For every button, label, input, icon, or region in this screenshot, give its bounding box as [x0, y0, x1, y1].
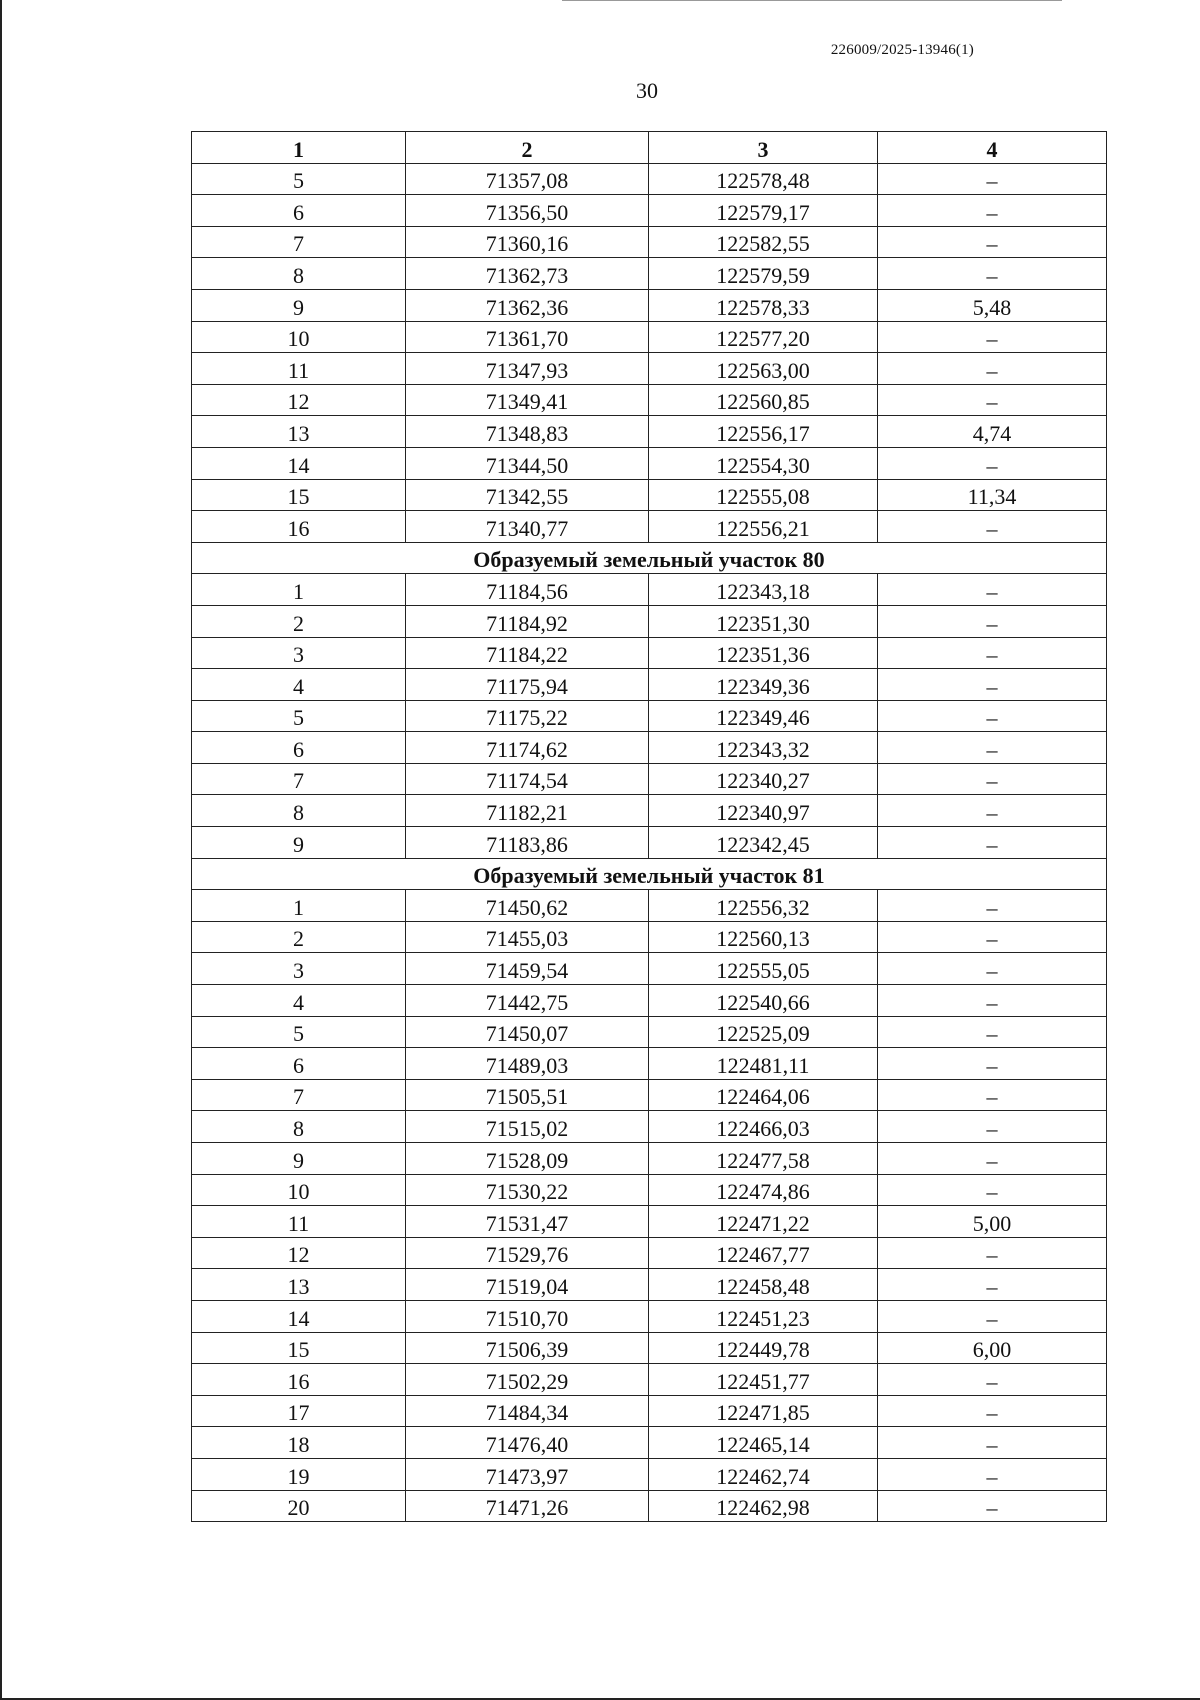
point-number-cell: 16	[192, 1364, 406, 1396]
point-number-cell: 19	[192, 1458, 406, 1490]
x-coordinate-cell: 71531,47	[406, 1206, 649, 1238]
table-row	[192, 195, 1107, 227]
point-number-cell: 4	[192, 669, 406, 701]
distance-cell: –	[878, 258, 1107, 290]
table-row	[192, 637, 1107, 669]
x-coordinate-cell: 71175,94	[406, 669, 649, 701]
x-coordinate-cell: 71347,93	[406, 353, 649, 385]
point-number-cell: 16	[192, 511, 406, 543]
point-number-cell: 8	[192, 258, 406, 290]
x-coordinate-cell: 71344,50	[406, 447, 649, 479]
table-row	[192, 1206, 1107, 1238]
point-number-cell: 2	[192, 605, 406, 637]
x-coordinate-cell: 71175,22	[406, 700, 649, 732]
distance-cell: 5,48	[878, 289, 1107, 321]
table-row	[192, 511, 1107, 543]
distance-cell: –	[878, 195, 1107, 227]
y-coordinate-cell: 122349,36	[649, 669, 878, 701]
y-coordinate-cell: 122340,27	[649, 763, 878, 795]
x-coordinate-cell: 71502,29	[406, 1364, 649, 1396]
point-number-cell: 1	[192, 890, 406, 922]
point-number-cell: 5	[192, 700, 406, 732]
distance-cell: –	[878, 321, 1107, 353]
point-number-cell: 9	[192, 827, 406, 859]
point-number-cell: 15	[192, 479, 406, 511]
table-body	[192, 163, 1107, 1522]
x-coordinate-cell: 71184,22	[406, 637, 649, 669]
distance-cell: –	[878, 637, 1107, 669]
table-row	[192, 827, 1107, 859]
point-number-cell: 15	[192, 1332, 406, 1364]
point-number-cell: 9	[192, 289, 406, 321]
y-coordinate-cell: 122467,77	[649, 1237, 878, 1269]
distance-cell: –	[878, 1174, 1107, 1206]
point-number-cell: 6	[192, 732, 406, 764]
y-coordinate-cell: 122540,66	[649, 985, 878, 1017]
distance-cell: –	[878, 1237, 1107, 1269]
distance-cell: –	[878, 763, 1107, 795]
x-coordinate-cell: 71184,92	[406, 605, 649, 637]
distance-cell: –	[878, 985, 1107, 1017]
x-coordinate-cell: 71506,39	[406, 1332, 649, 1364]
table-row	[192, 479, 1107, 511]
table-row	[192, 1143, 1107, 1175]
point-number-cell: 7	[192, 763, 406, 795]
distance-cell: –	[878, 953, 1107, 985]
point-number-cell: 17	[192, 1395, 406, 1427]
table-row	[192, 1269, 1107, 1301]
distance-cell: –	[878, 827, 1107, 859]
point-number-cell: 12	[192, 1237, 406, 1269]
table-row	[192, 1174, 1107, 1206]
section-row	[192, 542, 1107, 574]
x-coordinate-cell: 71356,50	[406, 195, 649, 227]
x-coordinate-cell: 71515,02	[406, 1111, 649, 1143]
x-coordinate-cell: 71362,36	[406, 289, 649, 321]
point-number-cell: 10	[192, 321, 406, 353]
table-row	[192, 795, 1107, 827]
y-coordinate-cell: 122464,06	[649, 1079, 878, 1111]
distance-cell: –	[878, 1111, 1107, 1143]
y-coordinate-cell: 122471,22	[649, 1206, 878, 1238]
x-coordinate-cell: 71182,21	[406, 795, 649, 827]
y-coordinate-cell: 122340,97	[649, 795, 878, 827]
x-coordinate-cell: 71484,34	[406, 1395, 649, 1427]
x-coordinate-cell: 71450,07	[406, 1016, 649, 1048]
table-row	[192, 1427, 1107, 1459]
column-header-2: 2	[406, 132, 649, 164]
point-number-cell: 8	[192, 795, 406, 827]
distance-cell: –	[878, 1427, 1107, 1459]
distance-cell: –	[878, 700, 1107, 732]
document-reference: 226009/2025-13946(1)	[830, 42, 974, 58]
point-number-cell: 5	[192, 163, 406, 195]
y-coordinate-cell: 122451,23	[649, 1300, 878, 1332]
distance-cell: –	[878, 732, 1107, 764]
y-coordinate-cell: 122342,45	[649, 827, 878, 859]
point-number-cell: 6	[192, 195, 406, 227]
distance-cell: –	[878, 1143, 1107, 1175]
point-number-cell: 13	[192, 1269, 406, 1301]
x-coordinate-cell: 71473,97	[406, 1458, 649, 1490]
x-coordinate-cell: 71349,41	[406, 384, 649, 416]
table-row	[192, 1048, 1107, 1080]
distance-cell: 5,00	[878, 1206, 1107, 1238]
x-coordinate-cell: 71471,26	[406, 1490, 649, 1522]
point-number-cell: 8	[192, 1111, 406, 1143]
y-coordinate-cell: 122556,32	[649, 890, 878, 922]
point-number-cell: 7	[192, 226, 406, 258]
distance-cell: –	[878, 1395, 1107, 1427]
table-row	[192, 1364, 1107, 1396]
distance-cell: –	[878, 447, 1107, 479]
y-coordinate-cell: 122579,17	[649, 195, 878, 227]
table-row	[192, 1079, 1107, 1111]
x-coordinate-cell: 71442,75	[406, 985, 649, 1017]
table-row	[192, 890, 1107, 922]
y-coordinate-cell: 122560,85	[649, 384, 878, 416]
distance-cell: –	[878, 1016, 1107, 1048]
table-row	[192, 1395, 1107, 1427]
point-number-cell: 3	[192, 637, 406, 669]
y-coordinate-cell: 122351,30	[649, 605, 878, 637]
point-number-cell: 2	[192, 921, 406, 953]
section-title: Образуемый земельный участок 80	[192, 542, 1107, 574]
point-number-cell: 3	[192, 953, 406, 985]
table-row	[192, 1490, 1107, 1522]
point-number-cell: 18	[192, 1427, 406, 1459]
y-coordinate-cell: 122554,30	[649, 447, 878, 479]
distance-cell: –	[878, 890, 1107, 922]
x-coordinate-cell: 71519,04	[406, 1269, 649, 1301]
table-row	[192, 353, 1107, 385]
y-coordinate-cell: 122349,46	[649, 700, 878, 732]
y-coordinate-cell: 122462,74	[649, 1458, 878, 1490]
point-number-cell: 11	[192, 1206, 406, 1238]
x-coordinate-cell: 71174,54	[406, 763, 649, 795]
distance-cell: 6,00	[878, 1332, 1107, 1364]
table-row	[192, 732, 1107, 764]
y-coordinate-cell: 122579,59	[649, 258, 878, 290]
x-coordinate-cell: 71528,09	[406, 1143, 649, 1175]
point-number-cell: 13	[192, 416, 406, 448]
table-row	[192, 763, 1107, 795]
point-number-cell: 1	[192, 574, 406, 606]
point-number-cell: 12	[192, 384, 406, 416]
y-coordinate-cell: 122525,09	[649, 1016, 878, 1048]
scan-top-rule	[562, 0, 1062, 1]
distance-cell: –	[878, 353, 1107, 385]
x-coordinate-cell: 71530,22	[406, 1174, 649, 1206]
y-coordinate-cell: 122577,20	[649, 321, 878, 353]
x-coordinate-cell: 71529,76	[406, 1237, 649, 1269]
section-title: Образуемый земельный участок 81	[192, 858, 1107, 890]
table-row	[192, 574, 1107, 606]
distance-cell: –	[878, 669, 1107, 701]
x-coordinate-cell: 71361,70	[406, 321, 649, 353]
y-coordinate-cell: 122351,36	[649, 637, 878, 669]
y-coordinate-cell: 122481,11	[649, 1048, 878, 1080]
table-row	[192, 700, 1107, 732]
x-coordinate-cell: 71360,16	[406, 226, 649, 258]
table-row	[192, 384, 1107, 416]
point-number-cell: 7	[192, 1079, 406, 1111]
distance-cell: –	[878, 1079, 1107, 1111]
distance-cell: –	[878, 921, 1107, 953]
column-header-3: 3	[649, 132, 878, 164]
distance-cell: –	[878, 1364, 1107, 1396]
y-coordinate-cell: 122465,14	[649, 1427, 878, 1459]
x-coordinate-cell: 71357,08	[406, 163, 649, 195]
y-coordinate-cell: 122449,78	[649, 1332, 878, 1364]
y-coordinate-cell: 122555,05	[649, 953, 878, 985]
y-coordinate-cell: 122555,08	[649, 479, 878, 511]
table-row	[192, 1237, 1107, 1269]
table-row	[192, 1016, 1107, 1048]
table-row	[192, 953, 1107, 985]
table-row	[192, 985, 1107, 1017]
distance-cell: –	[878, 1269, 1107, 1301]
distance-cell: 11,34	[878, 479, 1107, 511]
distance-cell: –	[878, 163, 1107, 195]
distance-cell: –	[878, 1300, 1107, 1332]
distance-cell: –	[878, 384, 1107, 416]
point-number-cell: 10	[192, 1174, 406, 1206]
y-coordinate-cell: 122560,13	[649, 921, 878, 953]
y-coordinate-cell: 122578,48	[649, 163, 878, 195]
x-coordinate-cell: 71455,03	[406, 921, 649, 953]
table-row	[192, 1458, 1107, 1490]
distance-cell: –	[878, 1048, 1107, 1080]
column-header-1: 1	[192, 132, 406, 164]
table-row	[192, 321, 1107, 353]
table-row	[192, 669, 1107, 701]
y-coordinate-cell: 122343,32	[649, 732, 878, 764]
x-coordinate-cell: 71340,77	[406, 511, 649, 543]
y-coordinate-cell: 122343,18	[649, 574, 878, 606]
x-coordinate-cell: 71510,70	[406, 1300, 649, 1332]
table-row	[192, 447, 1107, 479]
table-row	[192, 1111, 1107, 1143]
distance-cell: 4,74	[878, 416, 1107, 448]
y-coordinate-cell: 122563,00	[649, 353, 878, 385]
point-number-cell: 9	[192, 1143, 406, 1175]
y-coordinate-cell: 122451,77	[649, 1364, 878, 1396]
x-coordinate-cell: 71489,03	[406, 1048, 649, 1080]
table-row	[192, 416, 1107, 448]
point-number-cell: 20	[192, 1490, 406, 1522]
x-coordinate-cell: 71174,62	[406, 732, 649, 764]
table-row	[192, 163, 1107, 195]
column-header-4: 4	[878, 132, 1107, 164]
table-header-row	[192, 132, 1107, 164]
point-number-cell: 6	[192, 1048, 406, 1080]
x-coordinate-cell: 71342,55	[406, 479, 649, 511]
y-coordinate-cell: 122466,03	[649, 1111, 878, 1143]
y-coordinate-cell: 122477,58	[649, 1143, 878, 1175]
x-coordinate-cell: 71183,86	[406, 827, 649, 859]
x-coordinate-cell: 71476,40	[406, 1427, 649, 1459]
distance-cell: –	[878, 795, 1107, 827]
distance-cell: –	[878, 511, 1107, 543]
x-coordinate-cell: 71348,83	[406, 416, 649, 448]
y-coordinate-cell: 122462,98	[649, 1490, 878, 1522]
y-coordinate-cell: 122556,21	[649, 511, 878, 543]
y-coordinate-cell: 122471,85	[649, 1395, 878, 1427]
table-row	[192, 1300, 1107, 1332]
distance-cell: –	[878, 605, 1107, 637]
section-row	[192, 858, 1107, 890]
y-coordinate-cell: 122582,55	[649, 226, 878, 258]
table-row	[192, 226, 1107, 258]
y-coordinate-cell: 122474,86	[649, 1174, 878, 1206]
table-row	[192, 289, 1107, 321]
table-row	[192, 258, 1107, 290]
point-number-cell: 4	[192, 985, 406, 1017]
point-number-cell: 5	[192, 1016, 406, 1048]
x-coordinate-cell: 71505,51	[406, 1079, 649, 1111]
distance-cell: –	[878, 574, 1107, 606]
x-coordinate-cell: 71459,54	[406, 953, 649, 985]
distance-cell: –	[878, 226, 1107, 258]
table-row	[192, 1332, 1107, 1364]
distance-cell: –	[878, 1458, 1107, 1490]
x-coordinate-cell: 71184,56	[406, 574, 649, 606]
y-coordinate-cell: 122578,33	[649, 289, 878, 321]
page-number: 30	[636, 78, 658, 103]
y-coordinate-cell: 122556,17	[649, 416, 878, 448]
point-number-cell: 14	[192, 1300, 406, 1332]
x-coordinate-cell: 71450,62	[406, 890, 649, 922]
point-number-cell: 14	[192, 447, 406, 479]
coordinates-table	[191, 131, 1107, 1522]
distance-cell: –	[878, 1490, 1107, 1522]
y-coordinate-cell: 122458,48	[649, 1269, 878, 1301]
table-row	[192, 921, 1107, 953]
point-number-cell: 11	[192, 353, 406, 385]
table-row	[192, 605, 1107, 637]
x-coordinate-cell: 71362,73	[406, 258, 649, 290]
